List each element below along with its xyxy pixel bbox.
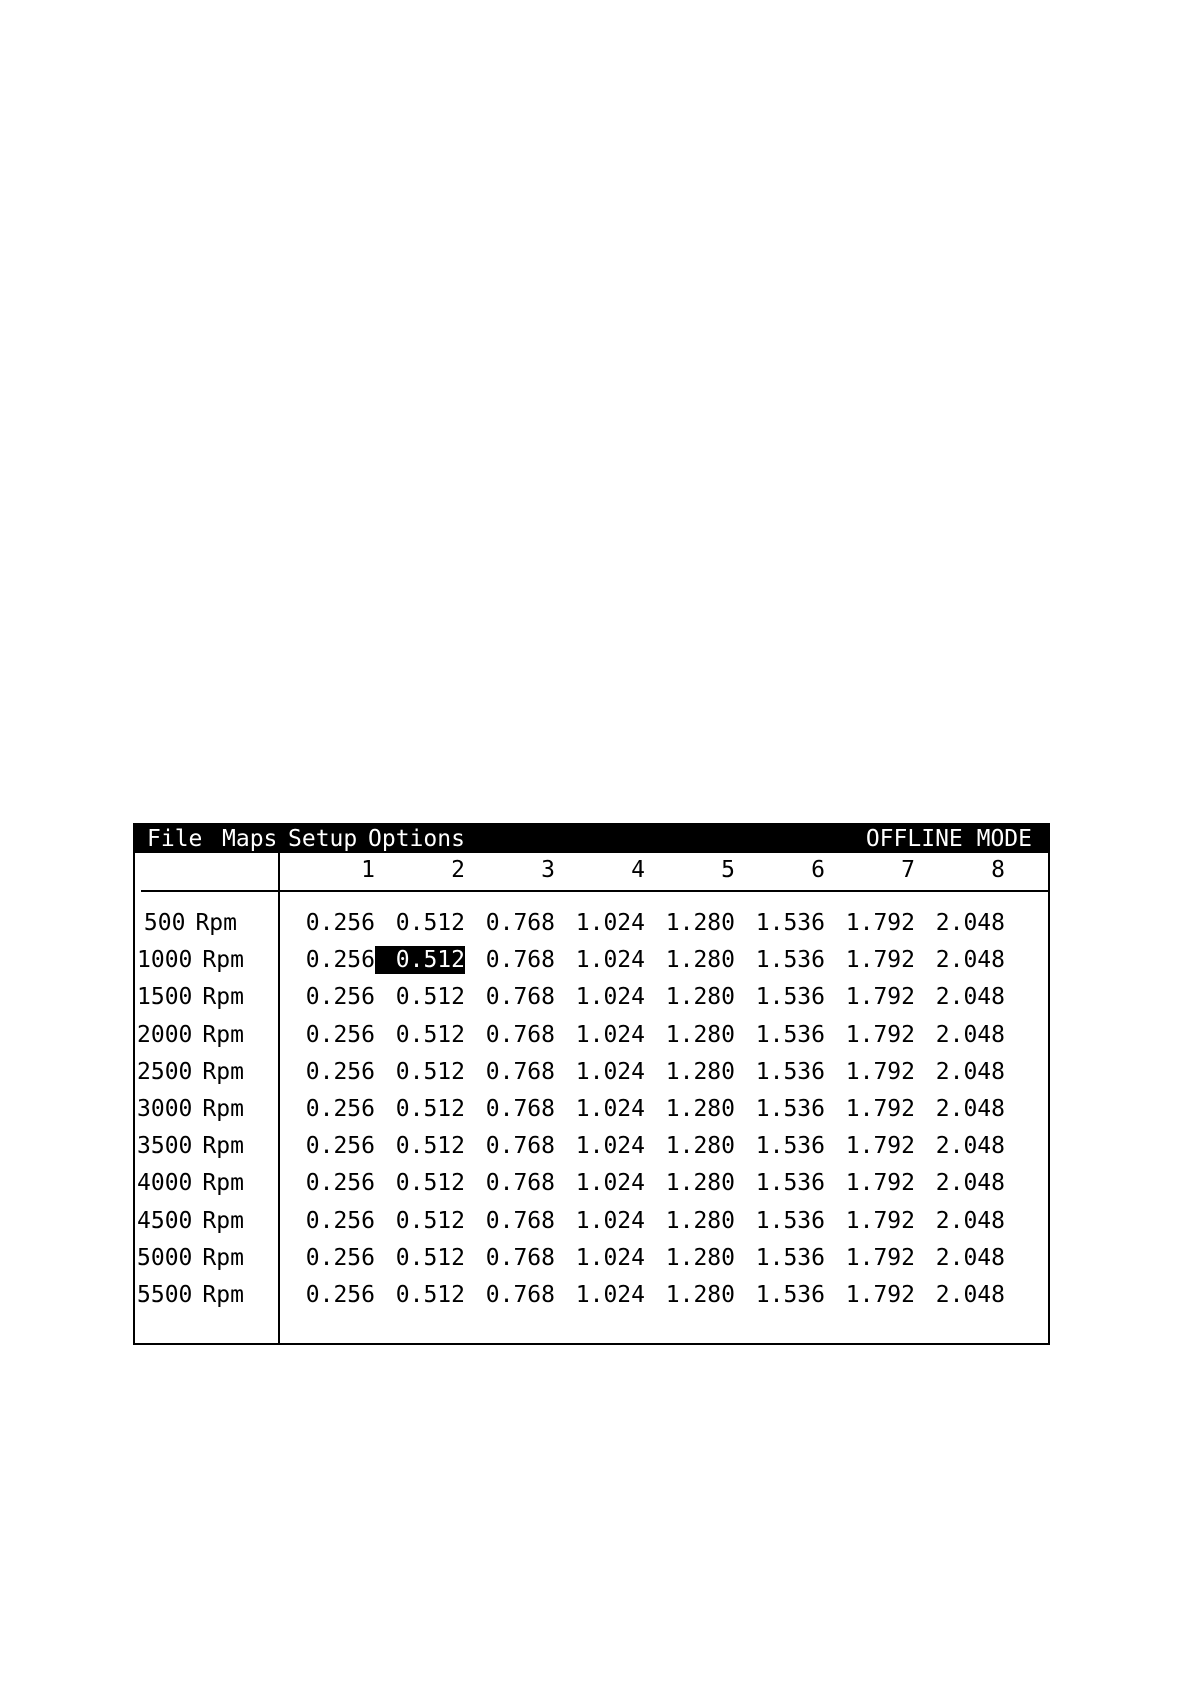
map-cell[interactable]: 0.512 [395,984,465,1010]
map-cell[interactable]: 0.256 [305,1170,375,1196]
rpm-value: 5000 [137,1245,193,1271]
map-cell[interactable]: 2.048 [935,1096,1005,1122]
map-cell[interactable]: 1.536 [755,1096,825,1122]
rpm-value: 4500 [137,1208,193,1234]
map-cell[interactable]: 1.024 [575,1022,645,1048]
row-label [137,1058,244,1086]
column-header-2: 2 [451,857,465,883]
map-cell[interactable]: 0.512 [395,1096,465,1122]
vertical-divider [278,853,280,1343]
rpm-unit: Rpm [202,1022,244,1048]
map-cell[interactable]: 1.536 [755,1208,825,1234]
map-cell[interactable]: 1.280 [665,1133,735,1159]
map-cell[interactable]: 0.768 [485,1170,555,1196]
rpm-value: 1500 [137,984,193,1010]
map-cell[interactable]: 2.048 [935,1059,1005,1085]
map-cell[interactable]: 0.512 [395,1245,465,1271]
map-cell[interactable]: 0.768 [485,1208,555,1234]
row-label [137,983,244,1011]
map-cell[interactable]: 1.536 [755,1022,825,1048]
column-header-4: 4 [631,857,645,883]
map-cell[interactable]: 1.792 [845,1059,915,1085]
rpm-value: 4000 [137,1170,193,1196]
map-cell[interactable]: 1.280 [665,1059,735,1085]
row-label [137,1207,244,1235]
column-header-6: 6 [811,857,825,883]
map-cell[interactable]: 2.048 [935,947,1005,973]
rpm-unit: Rpm [202,1170,244,1196]
map-cell[interactable]: 0.512 [395,1133,465,1159]
map-cell[interactable]: 1.792 [845,1022,915,1048]
map-cell[interactable]: 2.048 [935,1022,1005,1048]
map-cell[interactable]: 1.024 [575,947,645,973]
map-cell[interactable]: 1.792 [845,910,915,936]
rpm-unit: Rpm [202,1282,244,1308]
rpm-unit: Rpm [202,1059,244,1085]
map-cell[interactable]: 1.792 [845,1170,915,1196]
column-header-7: 7 [901,857,915,883]
rpm-value: 3000 [137,1096,193,1122]
map-cell[interactable]: 0.768 [485,1096,555,1122]
map-cell[interactable]: 2.048 [935,1208,1005,1234]
row-label [137,909,237,937]
map-cell[interactable]: 0.768 [485,947,555,973]
map-cell[interactable]: 0.256 [305,1096,375,1122]
map-cell[interactable]: 0.512 [395,1282,465,1308]
map-cell[interactable]: 0.256 [305,910,375,936]
map-cell[interactable]: 1.024 [575,1245,645,1271]
map-cell[interactable]: 0.256 [305,984,375,1010]
map-cell[interactable]: 0.512 [395,910,465,936]
map-cell[interactable]: 1.792 [845,1208,915,1234]
map-cell[interactable]: 1.536 [755,910,825,936]
map-cell[interactable]: 1.280 [665,1022,735,1048]
map-cell[interactable]: 0.768 [485,984,555,1010]
rpm-value: 5500 [137,1282,193,1308]
rpm-value: 2500 [137,1059,193,1085]
map-cell[interactable]: 0.512 [395,1170,465,1196]
map-cell[interactable]: 1.536 [755,1245,825,1271]
rpm-value: 1000 [137,947,193,973]
rpm-unit: Rpm [202,947,244,973]
map-cell[interactable]: 0.256 [305,1245,375,1271]
map-cell[interactable]: 0.512 [395,1059,465,1085]
map-cell[interactable]: 1.536 [755,1170,825,1196]
map-cell[interactable]: 1.536 [755,984,825,1010]
map-cell[interactable]: 1.792 [845,1096,915,1122]
menu-file[interactable]: File [147,826,203,852]
map-cell[interactable]: 1.536 [755,1059,825,1085]
map-cell[interactable]: 1.024 [575,1170,645,1196]
column-header-1: 1 [361,857,375,883]
row-label [137,1244,244,1272]
menu-bar [135,825,1048,853]
map-cell[interactable]: 1.280 [665,1282,735,1308]
map-cell[interactable]: 2.048 [935,1245,1005,1271]
map-cell[interactable]: 2.048 [935,1133,1005,1159]
map-cell[interactable]: 0.768 [485,1282,555,1308]
map-cell[interactable]: 0.768 [485,910,555,936]
map-cell[interactable]: 2.048 [935,1282,1005,1308]
header-divider [141,890,1048,892]
map-cell[interactable]: 1.024 [575,1208,645,1234]
map-cell[interactable]: 1.024 [575,1096,645,1122]
column-header-5: 5 [721,857,735,883]
map-cell[interactable]: 1.280 [665,1245,735,1271]
map-cell[interactable]: 0.768 [485,1059,555,1085]
rpm-value: 2000 [137,1022,193,1048]
map-cell[interactable]: 1.280 [665,1208,735,1234]
menu-setup[interactable]: Setup [288,826,358,852]
map-cell[interactable]: 1.792 [845,1133,915,1159]
rpm-unit: Rpm [202,1096,244,1122]
map-cell[interactable]: 2.048 [935,1170,1005,1196]
map-cell[interactable]: 1.792 [845,984,915,1010]
map-cell[interactable]: 1.280 [665,947,735,973]
menu-options[interactable]: Options [368,826,465,852]
selected-map-cell[interactable]: 0.512 [375,946,465,974]
map-cell[interactable]: 0.256 [305,1022,375,1048]
map-cell[interactable]: 0.512 [395,1208,465,1234]
map-cell[interactable]: 1.792 [845,947,915,973]
rpm-value: 500 [143,910,186,936]
row-label [137,946,244,974]
map-cell[interactable]: 0.768 [485,1133,555,1159]
rpm-unit: Rpm [195,910,237,936]
map-cell[interactable]: 1.280 [665,1170,735,1196]
column-header-3: 3 [541,857,555,883]
map-cell[interactable]: 0.256 [305,1133,375,1159]
map-cell[interactable]: 1.536 [755,1133,825,1159]
row-label [137,1281,244,1309]
row-label [137,1021,244,1049]
map-cell[interactable]: 0.768 [485,1245,555,1271]
map-cell[interactable]: 0.256 [305,947,375,973]
map-cell[interactable]: 1.792 [845,1282,915,1308]
map-cell[interactable]: 0.768 [485,1022,555,1048]
map-cell[interactable]: 1.536 [755,1282,825,1308]
map-cell[interactable]: 1.024 [575,984,645,1010]
map-cell[interactable]: 2.048 [935,984,1005,1010]
row-label [137,1132,244,1160]
map-cell[interactable]: 0.256 [305,1059,375,1085]
rpm-unit: Rpm [202,1208,244,1234]
map-cell[interactable]: 0.512 [395,1022,465,1048]
row-label [137,1095,244,1123]
rpm-unit: Rpm [202,1245,244,1271]
map-cell[interactable]: 1.024 [575,910,645,936]
map-cell[interactable]: 1.792 [845,1245,915,1271]
column-header-8: 8 [991,857,1005,883]
map-cell[interactable]: 2.048 [935,910,1005,936]
map-cell[interactable]: 1.024 [575,1059,645,1085]
map-cell[interactable]: 1.280 [665,910,735,936]
rpm-unit: Rpm [202,984,244,1010]
mode-status: OFFLINE MODE [865,826,1032,852]
map-cell[interactable]: 0.256 [305,1208,375,1234]
row-label [137,1169,244,1197]
map-cell[interactable]: 1.024 [575,1282,645,1308]
rpm-value: 3500 [137,1133,193,1159]
map-cell[interactable]: 1.280 [665,1096,735,1122]
map-cell[interactable]: 1.536 [755,947,825,973]
rpm-unit: Rpm [202,1133,244,1159]
map-editor-window [133,823,1050,1345]
map-cell[interactable]: 0.256 [305,1282,375,1308]
menu-maps[interactable]: Maps [222,826,278,852]
map-cell[interactable]: 1.280 [665,984,735,1010]
map-cell[interactable]: 1.024 [575,1133,645,1159]
